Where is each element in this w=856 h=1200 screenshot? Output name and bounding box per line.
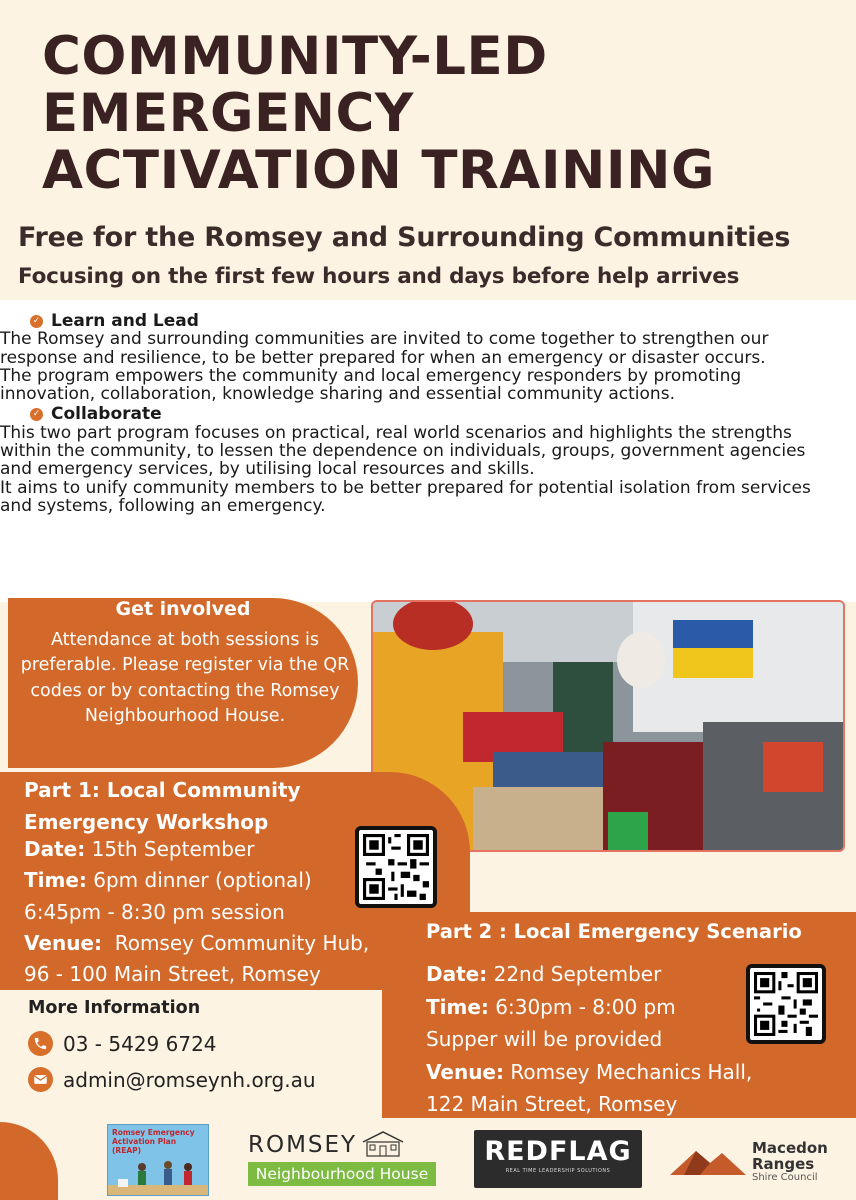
reap-logo-illustration xyxy=(108,1155,208,1195)
part2-qr-code[interactable] xyxy=(746,964,826,1044)
part1-date-label: Date: xyxy=(24,837,86,861)
part1-date-value: 15th September xyxy=(85,837,255,861)
redflag-logo-name: REDFLAG xyxy=(484,1136,632,1167)
collaborate-paragraph-2: It aims to unify community members to be better prepared for potential isolation from services and systems, following an emergency. xyxy=(0,477,811,516)
part1-details xyxy=(24,834,369,990)
learn-paragraph-1: The Romsey and surrounding communities are invited to come together to strengthen our response and resilience, to be better prepared for when an emergency or disaster occurs. xyxy=(0,329,769,368)
part2-venue-value: Romsey Mechanics Hall, xyxy=(504,1059,753,1084)
qr-code-icon xyxy=(754,972,818,1036)
part2-date-value: 22nd September xyxy=(487,962,662,986)
reap-logo-line-1: Romsey Emergency xyxy=(112,1128,195,1137)
title-line-1: COMMUNITY-LED xyxy=(42,26,548,87)
part2-time xyxy=(426,991,752,1024)
mountain-icon xyxy=(670,1145,746,1179)
romsey-logo-sub: Neighbourhood House xyxy=(248,1162,436,1186)
check-icon: ✓ xyxy=(30,408,43,421)
get-involved-title: Get involved xyxy=(115,598,251,620)
part2-supper: Supper will be provided xyxy=(426,1027,663,1051)
part1-venue xyxy=(24,928,369,959)
title-line-3: ACTIVATION TRAINING xyxy=(42,140,715,201)
part2-venue-2: 122 Main Street, Romsey xyxy=(426,1092,678,1116)
email-address: admin@romseynh.org.au xyxy=(63,1067,316,1092)
part1-qr-code[interactable] xyxy=(355,826,437,908)
part1-title xyxy=(24,774,301,838)
part1-date xyxy=(24,834,369,865)
redflag-logo xyxy=(474,1130,642,1188)
part2-venue-label: Venue: xyxy=(426,1059,504,1084)
collaborate-paragraph-1: This two part program focuses on practical, real world scenarios and highlights the strengths within the community, to lessen the dependence on individuals, groups, government agencies and emergency services, by utilising local resources and skills. xyxy=(0,422,806,480)
part1-venue-value: Romsey Community Hub, xyxy=(102,930,370,955)
redflag-logo-sub: REAL TIME LEADERSHIP SOLUTIONS xyxy=(505,1168,611,1174)
phone-row[interactable] xyxy=(28,1031,217,1056)
subtitle-free: Free for the Romsey and Surrounding Communities xyxy=(18,222,791,253)
footer-accent-shape xyxy=(0,1122,58,1200)
reap-logo-line-2: Activation Plan xyxy=(112,1137,177,1146)
part1-title-line-2: Emergency Workshop xyxy=(24,810,269,834)
reap-logo-line-3: (REAP) xyxy=(112,1146,142,1155)
phone-icon xyxy=(28,1031,53,1056)
house-icon xyxy=(359,1130,407,1158)
romsey-logo-name: ROMSEY xyxy=(248,1132,358,1158)
qr-code-icon xyxy=(363,834,429,900)
romsey-neighbourhood-house-logo xyxy=(248,1130,436,1192)
title-line-2: EMERGENCY xyxy=(42,83,414,144)
macedon-ranges-logo xyxy=(670,1136,840,1188)
page-title xyxy=(42,28,842,199)
learn-paragraph-2: The program empowers the community and local emergency responders by promoting innovation, collaboration, knowledge sharing and essential community actions. xyxy=(0,365,742,405)
part2-details xyxy=(426,958,752,1121)
email-icon xyxy=(28,1067,53,1092)
phone-number: 03 - 5429 6724 xyxy=(63,1031,217,1056)
part2-venue xyxy=(426,1056,752,1089)
part1-venue-2: 96 - 100 Main Street, Romsey xyxy=(24,962,321,987)
part1-venue-label: Venue: xyxy=(24,930,102,955)
macedon-logo-line-2: Ranges xyxy=(752,1155,815,1173)
reap-logo xyxy=(107,1124,209,1196)
part1-time xyxy=(24,865,369,896)
part2-date xyxy=(426,958,752,991)
collaborate-heading-row xyxy=(30,405,840,423)
learn-heading: Learn and Lead xyxy=(51,311,199,331)
macedon-logo-line-1: Macedon xyxy=(752,1139,828,1157)
part2-date-label: Date: xyxy=(426,962,488,986)
check-icon: ✓ xyxy=(30,315,43,328)
part1-time-label: Time: xyxy=(24,868,87,893)
part2-time-label: Time: xyxy=(426,994,489,1019)
more-info-heading: More Information xyxy=(28,998,201,1018)
part2-time-value: 6:30pm - 8:00 pm xyxy=(488,994,676,1019)
subtitle-focus: Focusing on the first few hours and days before help arrives xyxy=(18,264,740,289)
description-text xyxy=(0,311,840,516)
learn-heading-row xyxy=(30,312,840,330)
collaborate-heading: Collaborate xyxy=(51,404,162,425)
part1-title-line-1: Part 1: Local Community xyxy=(24,778,301,802)
get-involved-text: Attendance at both sessions is preferable. Please register via the QR codes or by contacting the Romsey Neighbourhood House. xyxy=(20,630,350,726)
email-row[interactable] xyxy=(28,1067,316,1092)
part1-time-2: 6:45pm - 8:30 pm session xyxy=(24,899,285,924)
part1-time-value: 6pm dinner (optional) xyxy=(86,868,312,893)
part2-title: Part 2 : Local Emergency Scenario xyxy=(426,920,802,943)
macedon-logo-line-3: Shire Council xyxy=(752,1172,818,1183)
